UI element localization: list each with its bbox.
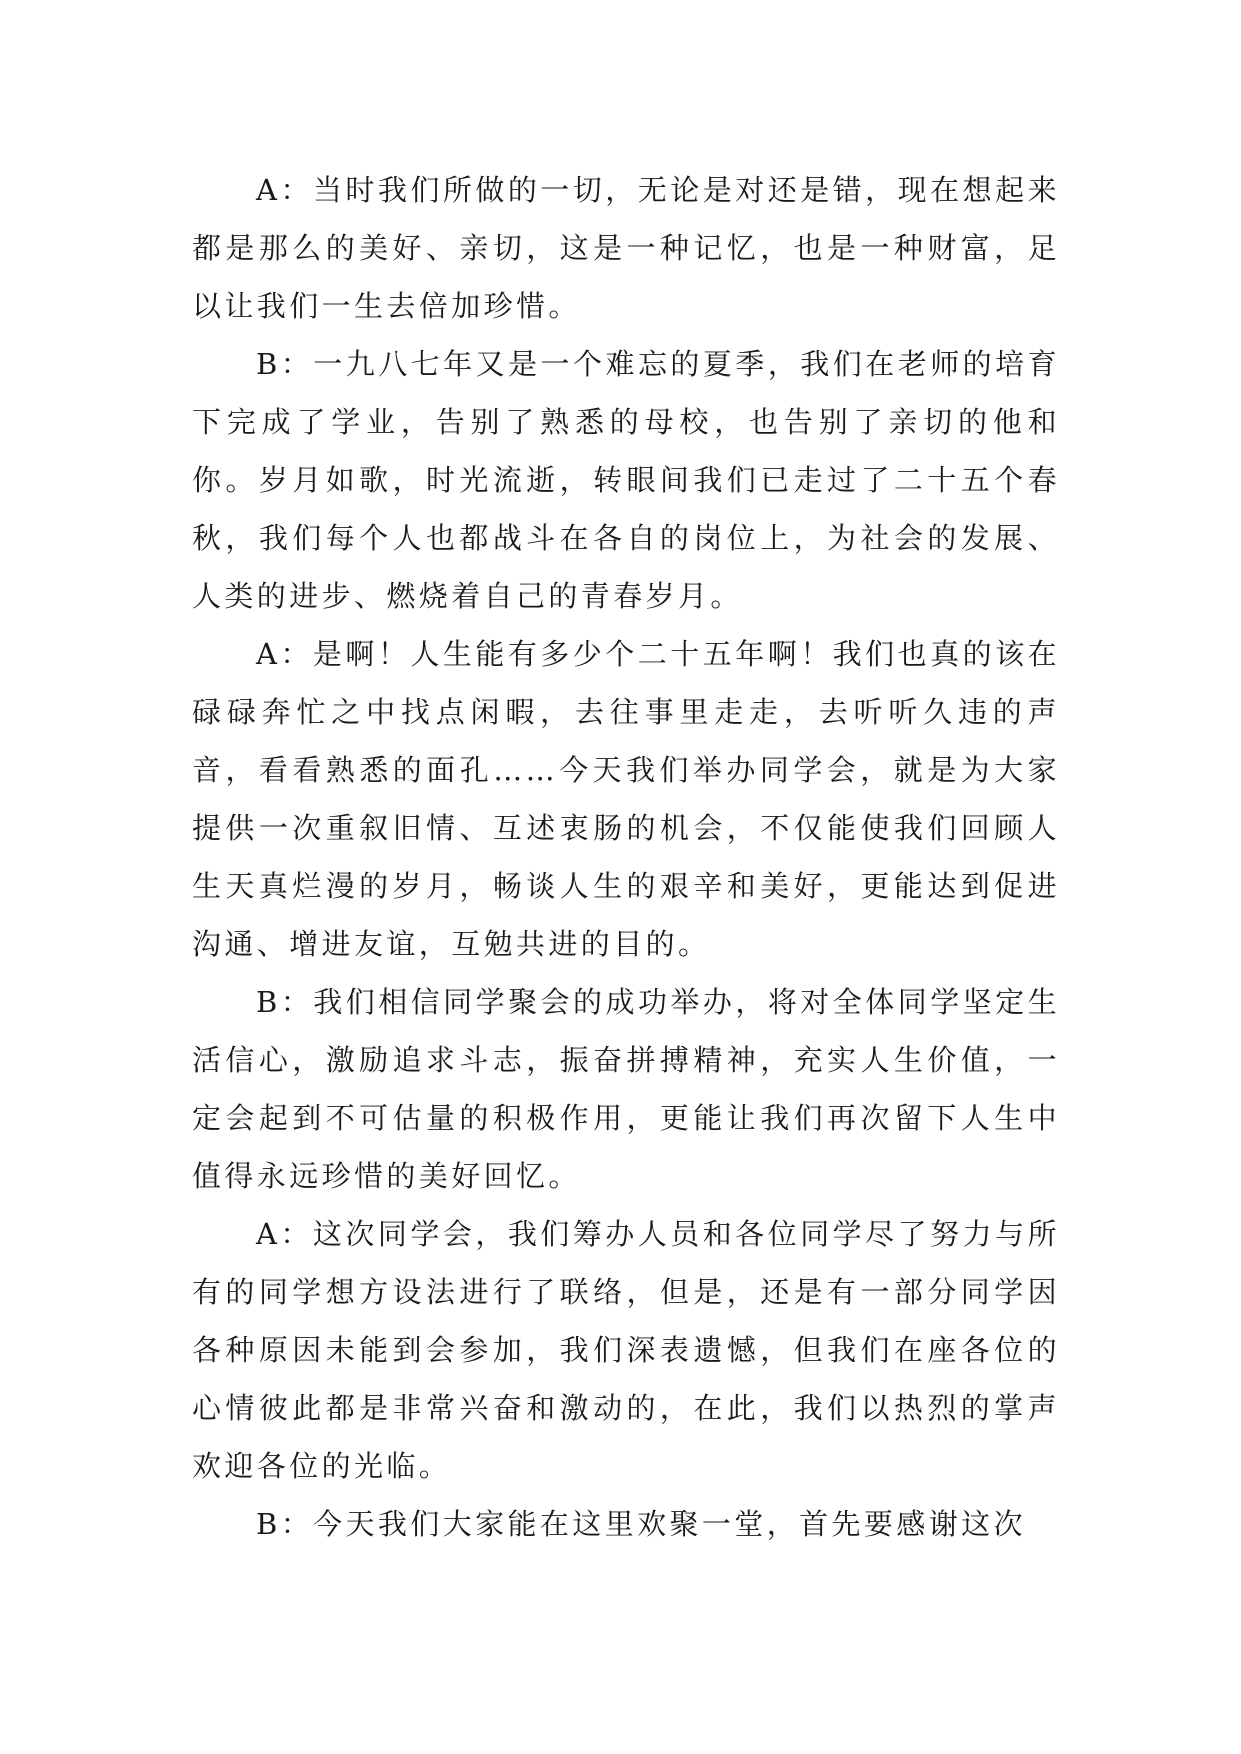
paragraph-1: A：当时我们所做的一切，无论是对还是错，现在想起来都是那么的美好、亲切，这是一种记忆，也是一种财富，足以让我们一生去倍加珍惜。: [192, 173, 1060, 323]
paragraph-2: B：一九八七年又是一个难忘的夏季，我们在老师的培育下完成了学业，告别了熟悉的母校，也告别了亲切的他和你。岁月如歌，时光流逝，转眼间我们已走过了二十五个春秋，我们每个人也都战斗在各自的岗位上，为社会的发展、人类的进步、燃烧着自己的青春岁月。: [192, 347, 1060, 613]
paragraph-5: A：这次同学会，我们筹办人员和各位同学尽了努力与所有的同学想方设法进行了联络，但是，还是有一部分同学因各种原因未能到会参加，我们深表遗憾，但我们在座各位的心情彼此都是非常兴奋和激动的，在此，我们以热烈的掌声欢迎各位的光临。: [192, 1217, 1060, 1483]
paragraph-3: A：是啊！人生能有多少个二十五年啊！我们也真的该在碌碌奔忙之中找点闲暇，去往事里走走，去听听久违的声音，看看熟悉的面孔……今天我们举办同学会，就是为大家提供一次重叙旧情、互述衷肠的机会，不仅能使我们回顾人生天真烂漫的岁月，畅谈人生的艰辛和美好，更能达到促进沟通、增进友谊，互勉共进的目的。: [192, 637, 1060, 961]
paragraph-4: B：我们相信同学聚会的成功举办，将对全体同学坚定生活信心，激励追求斗志，振奋拼搏精神，充实人生价值，一定会起到不可估量的积极作用，更能让我们再次留下人生中值得永远珍惜的美好回忆。: [192, 985, 1060, 1193]
document-body: [192, 161, 1060, 1553]
paragraph-6: B：今天我们大家能在这里欢聚一堂，首先要感谢这次: [256, 1507, 1026, 1541]
